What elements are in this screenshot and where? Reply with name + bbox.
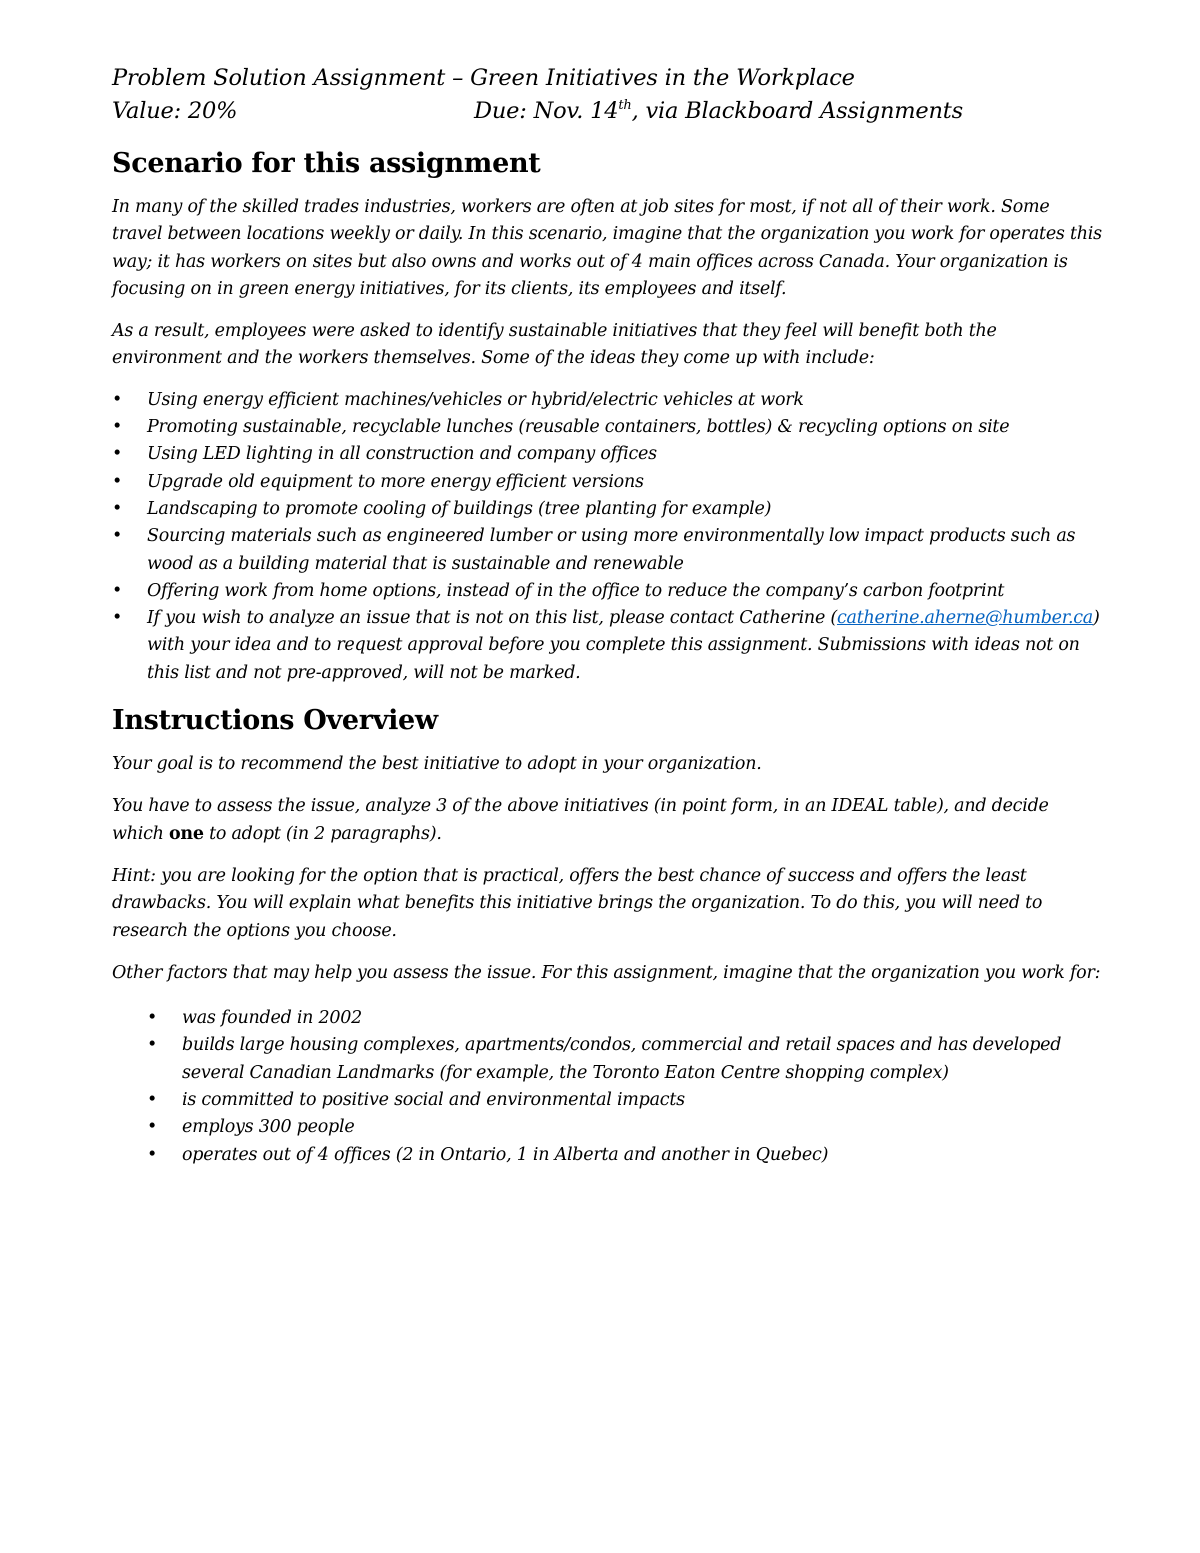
bullet-glyph: • (147, 1144, 158, 1165)
list-item-text: employs 300 people (182, 1117, 355, 1138)
bullet-glyph: • (112, 444, 123, 465)
list-item (112, 469, 1102, 496)
value-due-line (112, 95, 1102, 128)
list-item (112, 387, 1102, 414)
bullet-glyph: • (112, 608, 123, 629)
list-item (147, 1114, 1102, 1141)
assignment-title: Problem Solution Assignment – Green Initiatives in the Workplace (112, 65, 855, 91)
hint-paragraph: Hint: you are looking for the option that is practical, offers the best chance of success and offers the least drawbacks. You will explain what benefits this initiative brings the organization. To do this, you will need to research the options you choose. (112, 865, 1043, 941)
list-item (147, 1005, 1102, 1032)
list-item-text: builds large housing complexes, apartments/condos, commercial and retail spaces and has developed several Canadian Landmarks (for example, the Toronto Eaton Centre shopping complex) (182, 1035, 1062, 1083)
task-text-before: You have to assess the issue, analyze 3 of the above initiatives (in point form, in an IDEAL table), and decide which (112, 796, 1049, 844)
due-superscript: th (618, 98, 632, 113)
bullet-glyph: • (112, 526, 123, 547)
task-text-after: to adopt (in 2 paragraphs). (203, 823, 442, 844)
list-item (112, 414, 1102, 441)
bullet-glyph: • (147, 1117, 158, 1138)
list-item (147, 1032, 1102, 1087)
list-item (147, 1142, 1102, 1169)
list-item-text: Landscaping to promote cooling of buildings (tree planting for example) (147, 498, 772, 519)
scenario-paragraph-2: As a result, employees were asked to identify sustainable initiatives that they feel will benefit both the environment and the workers themselves. Some of the ideas they come up with include: (112, 321, 997, 369)
task-paragraph (112, 793, 1102, 848)
bullet-glyph: • (147, 1035, 158, 1056)
bullet-glyph: • (112, 471, 123, 492)
list-item (112, 496, 1102, 523)
document-page (112, 62, 1102, 1169)
due-date (474, 95, 963, 128)
list-item-text: Upgrade old equipment to more energy efficient versions (147, 471, 644, 492)
list-item-contact (112, 605, 1102, 687)
list-item-text: Using energy efficient machines/vehicles or hybrid/electric vehicles at work (147, 389, 804, 410)
list-item-text: is committed to positive social and environmental impacts (182, 1090, 685, 1111)
list-item-text: was founded in 2002 (182, 1008, 363, 1029)
due-suffix: , via Blackboard Assignments (631, 98, 963, 124)
scenario-heading: Scenario for this assignment (112, 148, 541, 179)
list-item (112, 441, 1102, 468)
instructions-heading: Instructions Overview (112, 705, 438, 737)
bullet-glyph: • (147, 1090, 158, 1111)
scenario-paragraph-1: In many of the skilled trades industries, workers are often at job sites for most, if not all of their work. Some travel between locations weekly or daily. In this scenario, imagine that the organization you work for operates this way; it has workers on sites but also owns and works out of 4 main offices across Canada. Your organization is focusing on in green energy initiatives, for its clients, its employees and itself. (112, 197, 1102, 299)
bullet-glyph: • (112, 417, 123, 438)
contact-text-after: ) with your idea and to request approval before you complete this assignment. Submissions with ideas not on this list and not pre-approved, will not be marked. (147, 608, 1100, 683)
contact-text-before: If you wish to analyze an issue that is not on this list, please contact Catherine ( (147, 608, 837, 629)
goal-paragraph: Your goal is to recommend the best initiative to adopt in your organization. (112, 754, 762, 775)
task-emphasis: one (168, 823, 204, 844)
organization-factors-list (112, 1005, 1102, 1169)
list-item-text: Using LED lighting in all construction and company offices (147, 444, 657, 465)
list-item (112, 578, 1102, 605)
bullet-glyph: • (112, 389, 123, 410)
document-header (112, 62, 1102, 128)
factors-intro-paragraph: Other factors that may help you assess the issue. For this assignment, imagine that the organization you work for: (112, 962, 1101, 983)
list-item (147, 1087, 1102, 1114)
bullet-glyph: • (147, 1008, 158, 1029)
bullet-glyph: • (112, 580, 123, 601)
list-item-text: Promoting sustainable, recyclable lunches (reusable containers, bottles) & recycling options on site (147, 417, 1010, 438)
list-item (112, 523, 1102, 578)
email-link[interactable]: catherine.aherne@humber.ca (836, 608, 1093, 629)
list-item-text: Offering work from home options, instead of in the office to reduce the company’s carbon footprint (147, 580, 1005, 601)
assignment-value: Value: 20% (112, 98, 238, 124)
list-item-text: operates out of 4 offices (2 in Ontario, 1 in Alberta and another in Quebec) (182, 1144, 829, 1165)
list-item-text: Sourcing materials such as engineered lumber or using more environmentally low impact products such as wood as a building material that is sustainable and renewable (147, 526, 1076, 574)
due-prefix: Due: Nov. 14 (474, 98, 619, 124)
bullet-glyph: • (112, 498, 123, 519)
initiatives-list (112, 387, 1102, 687)
